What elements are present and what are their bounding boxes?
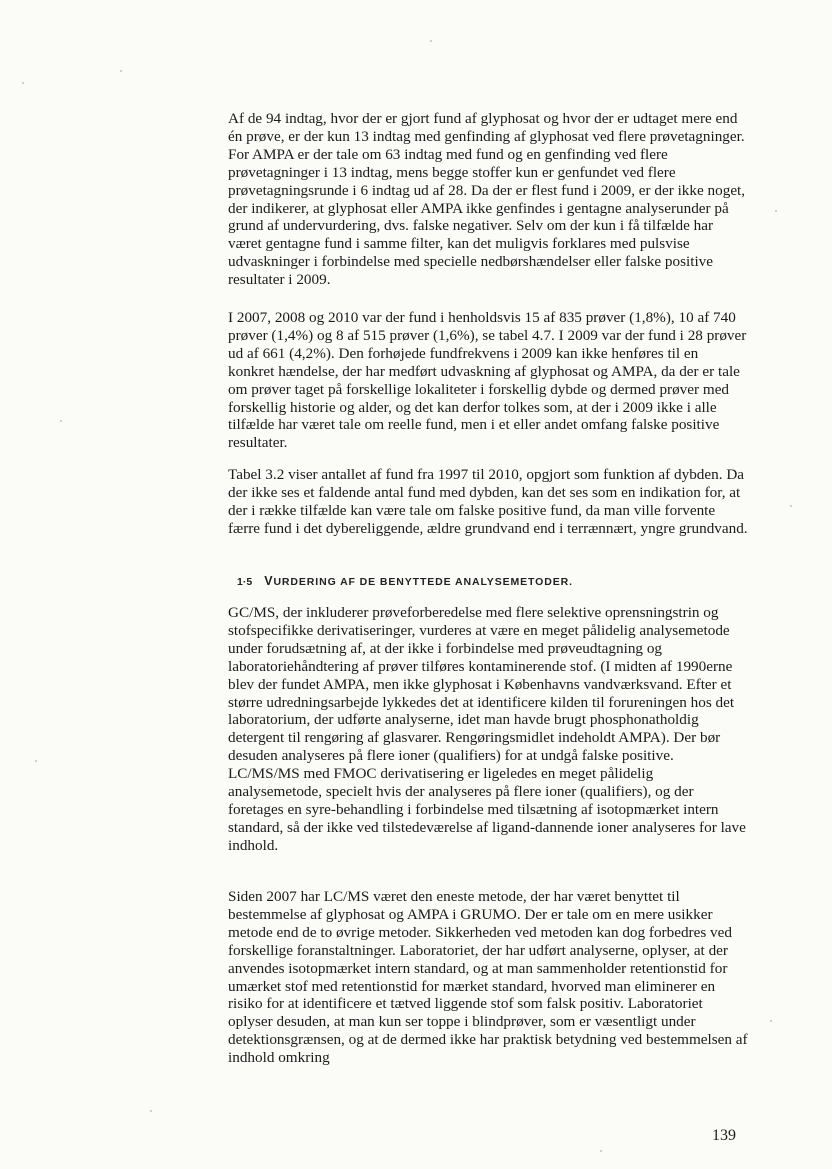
- scan-speck: [120, 70, 122, 72]
- paragraph-fundfrekvens: I 2007, 2008 og 2010 var der fund i henholdsvis 15 af 835 prøver (1,8%), 10 af 740 prøver (1,4%) og 8 af 515 prøver (1,6%), se tabel 4.7. I 2009 var der fund i 28 prøver ud af 661 (4,2%). Den forhøjede fundfrekvens i 2009 kan ikke henføres til en konkret hændelse, der har medført udvaskning af glyphosat og AMPA, da der er tale om prøver taget på forskellige lokaliteter i forskellig dybde og dermed prøver med forskellig historie og alder, og det kan derfor tolkes som, at der i 2009 ikke i alle tilfælde har været tale om reelle fund, men i et eller andet omfang falske positive resultater.: [228, 309, 747, 452]
- paragraph-lcms-metode: Siden 2007 har LC/MS været den eneste metode, der har været benyttet til bestemmelse af glyphosat og AMPA i GRUMO. Der er tale om en mere usikker metode end de to øvrige metoder. Sikkerheden ved metoden kan dog forbedres ved forskellige foranstaltninger. Laboratoriet, der har udført analyserne, oplyser, at der anvendes isotopmærket intern standard, og at man sammenholder retentionstid for umærket stof med retentionstid for mærket standard, hvorved man eliminerer en risiko for at identificere et tætved liggende stof som falsk positiv. Laboratoriet oplyser desuden, at man kun ser toppe i blindprøver, som er væsentligt under detektionsgrænsen, og at de dermed ikke har praktisk betydning ved bestemmelsen af indhold omkring: [228, 888, 748, 1067]
- scan-speck: [35, 760, 37, 762]
- page-number: 139: [712, 1127, 736, 1144]
- scan-speck: [22, 82, 24, 84]
- scan-speck: [775, 210, 777, 212]
- scan-speck: [60, 420, 62, 422]
- scan-speck: [430, 40, 432, 42]
- section-title-initial: V: [264, 574, 274, 588]
- section-title: URDERING AF DE BENYTTEDE ANALYSEMETODER.: [273, 576, 573, 588]
- paragraph-gcms-vurdering: GC/MS, der inkluderer prøveforberedelse med flere selektive oprensningstrin og stofspecifikke derivatiseringer, vurderes at være en meget pålidelig analysemetode under forudsætning af, at der ikke i forbindelse med prøveudtagning og laboratoriehåndtering af prøver tilføres kontaminerende stof. (I midten af 1990erne blev der fundet AMPA, men ikke glyphosat i Københavns vandværksvand. Efter et større udredningsarbejde lykkedes det at identificere kilden til forureningen hos det laboratorium, der udførte analyserne, idet man havde brugt phosphonatholdig detergent til rengøring af glasvarer. Rengøringsmidlet indeholdt AMPA). Der bør desuden analyseres på flere ioner (qualifiers) for at undgå falske positive. LC/MS/MS med FMOC derivatisering er ligeledes en meget pålidelig analysemetode, specielt hvis der analyseres på flere ioner (qualifiers), og der foretages en syre-behandling i forbindelse med tilsætning af isotopmærket intern standard, så der ikke ved tilstedeværelse af ligand-dannende ioner analyseres for lave indhold.: [228, 604, 746, 854]
- scan-speck: [150, 1110, 152, 1112]
- section-heading: [237, 574, 573, 588]
- scan-speck: [770, 1020, 772, 1022]
- paragraph-tabel-3-2: Tabel 3.2 viser antallet af fund fra 1997 til 2010, opgjort som funktion af dybden. Da der ikke ses et faldende antal fund med dybden, kan det ses som en indikation for, at der i række tilfælde kan være tale om falske positive fund, da man ville forvente færre fund i det dybereliggende, ældre grundvand end i terrænnært, yngre grundvand.: [228, 466, 748, 537]
- scan-speck: [600, 1150, 602, 1152]
- paragraph-glyphosat-genfinding: Af de 94 indtag, hvor der er gjort fund af glyphosat og hvor der er udtaget mere end én prøve, er der kun 13 indtag med genfinding af glyphosat ved flere prøvetagninger. For AMPA er der tale om 63 indtag med fund og en genfinding ved flere prøvetagninger i 13 indtag, mens begge stoffer kun er genfundet ved flere prøvetagningsrunde i 6 indtag ud af 28. Da der er flest fund i 2009, er der ikke noget, der indikerer, at glyphosat eller AMPA ikke genfindes i gentagne analyserunder på grund af undervurdering, dvs. falske negativer. Selv om der kun i få tilfælde har været gentagne fund i samme filter, kan det muligvis forklares med pulsvise udvaskninger i forbindelse med specielle nedbørshændelser eller falske positive resultater i 2009.: [228, 110, 746, 289]
- scan-speck: [790, 505, 792, 507]
- section-number: 1·5: [237, 576, 253, 588]
